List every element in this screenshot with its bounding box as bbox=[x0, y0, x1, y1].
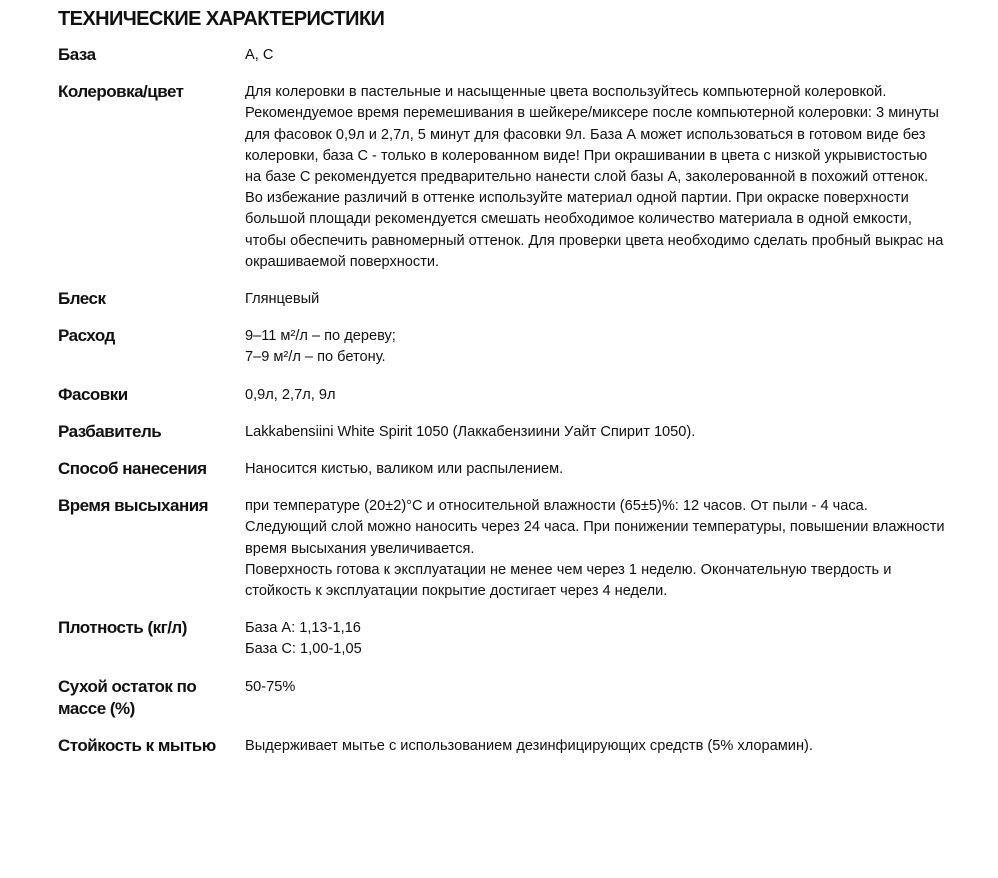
spec-row bbox=[58, 495, 958, 602]
spec-value-line: Lakkabensiini White Spirit 1050 (Лаккабензиини Уайт Спирит 1050). bbox=[245, 423, 696, 440]
spec-value bbox=[245, 384, 945, 406]
spec-value-line: База С: 1,00-1,05 bbox=[245, 641, 362, 658]
spec-value-line: Для колеровки в пастельные и насыщенные цвета воспользуйтесь компьютерной колеровкой. Рекомендуемое время перемешивания в шейкере/миксере после компьютерной колеровки: 3 минуты для фасовок 0,9л и 2,7л, 5 минут для фасовки 9л. База А может использоваться в готовом виде без колеровки, база С - только в колерованном виде! При окрашивании в цвета с низкой укрывистостью на базе С рекомендуется предварительно нанести слой базы А, заколерованной в похожий оттенок. Во избежание различий в оттенке используйте материал одной партии. При окраске поверхности большой площади рекомендуется смешать необходимое количество материала в одной емкости, чтобы обеспечить равномерный оттенок. Для проверки цвета необходимо сделать пробный выкрас на окрашиваемой поверхности. bbox=[245, 84, 944, 270]
spec-value-line: Поверхность готова к эксплуатации не менее чем через 1 неделю. Окончательную твердость и стойкость к эксплуатации покрытие достигает через 4 недели. bbox=[245, 561, 892, 600]
spec-label: Разбавитель bbox=[58, 421, 162, 441]
spec-value-line: Наносится кистью, валиком или распылением. bbox=[245, 461, 564, 478]
spec-value-line: Выдерживает мытье с использованием дезинфицирующих средств (5% хлорамин). bbox=[245, 737, 813, 754]
spec-label: База bbox=[58, 45, 96, 64]
spec-label: Фасовки bbox=[58, 384, 128, 404]
spec-value bbox=[245, 81, 945, 273]
spec-value bbox=[245, 617, 945, 660]
spec-value-line: 0,9л, 2,7л, 9л bbox=[245, 386, 336, 403]
spec-label: Плотность (кг/л) bbox=[58, 618, 187, 638]
spec-row bbox=[58, 676, 958, 720]
spec-value-line: при температуре (20±2)°С и относительной влажности (65±5)%: 12 часов. От пыли - 4 часа. Следующий слой можно наносить через 24 часа. При понижении температуры, повышении влажности время высыхания увеличивается. bbox=[245, 498, 945, 557]
spec-row bbox=[58, 384, 958, 406]
spec-value bbox=[245, 421, 945, 443]
spec-value-line: 9–11 м²/л – по дереву; bbox=[245, 328, 396, 345]
spec-value bbox=[245, 495, 945, 602]
spec-rows bbox=[58, 44, 958, 757]
spec-value bbox=[245, 458, 945, 480]
spec-value bbox=[245, 676, 945, 698]
spec-value bbox=[245, 288, 945, 310]
spec-value bbox=[245, 44, 945, 66]
spec-row bbox=[58, 735, 958, 757]
spec-value-line: База А: 1,13-1,16 bbox=[245, 620, 361, 637]
section-title: ТЕХНИЧЕСКИЕ ХАРАКТЕРИСТИКИ bbox=[58, 8, 385, 30]
spec-row bbox=[58, 44, 958, 66]
spec-label: Колеровка/цвет bbox=[58, 82, 184, 102]
spec-value-line: 50-75% bbox=[245, 678, 296, 695]
spec-row bbox=[58, 421, 958, 443]
spec-value bbox=[245, 325, 945, 368]
spec-label: Расход bbox=[58, 326, 115, 346]
spec-label: Время высыхания bbox=[58, 496, 209, 516]
spec-row bbox=[58, 81, 958, 273]
spec-value-line: Глянцевый bbox=[245, 291, 320, 308]
spec-value bbox=[245, 735, 945, 757]
spec-row bbox=[58, 458, 958, 480]
spec-value-line: 7–9 м²/л – по бетону. bbox=[245, 349, 386, 366]
spec-value-line: A, C bbox=[245, 47, 274, 63]
spec-row bbox=[58, 617, 958, 660]
spec-label: Стойкость к мытью bbox=[58, 735, 216, 755]
spec-label: Способ нанесения bbox=[58, 459, 207, 479]
spec-row bbox=[58, 288, 958, 310]
spec-row bbox=[58, 325, 958, 368]
spec-label: Сухой остаток по массе (%) bbox=[58, 676, 197, 718]
spec-label: Блеск bbox=[58, 289, 106, 309]
tech-specs-section bbox=[58, 6, 958, 772]
